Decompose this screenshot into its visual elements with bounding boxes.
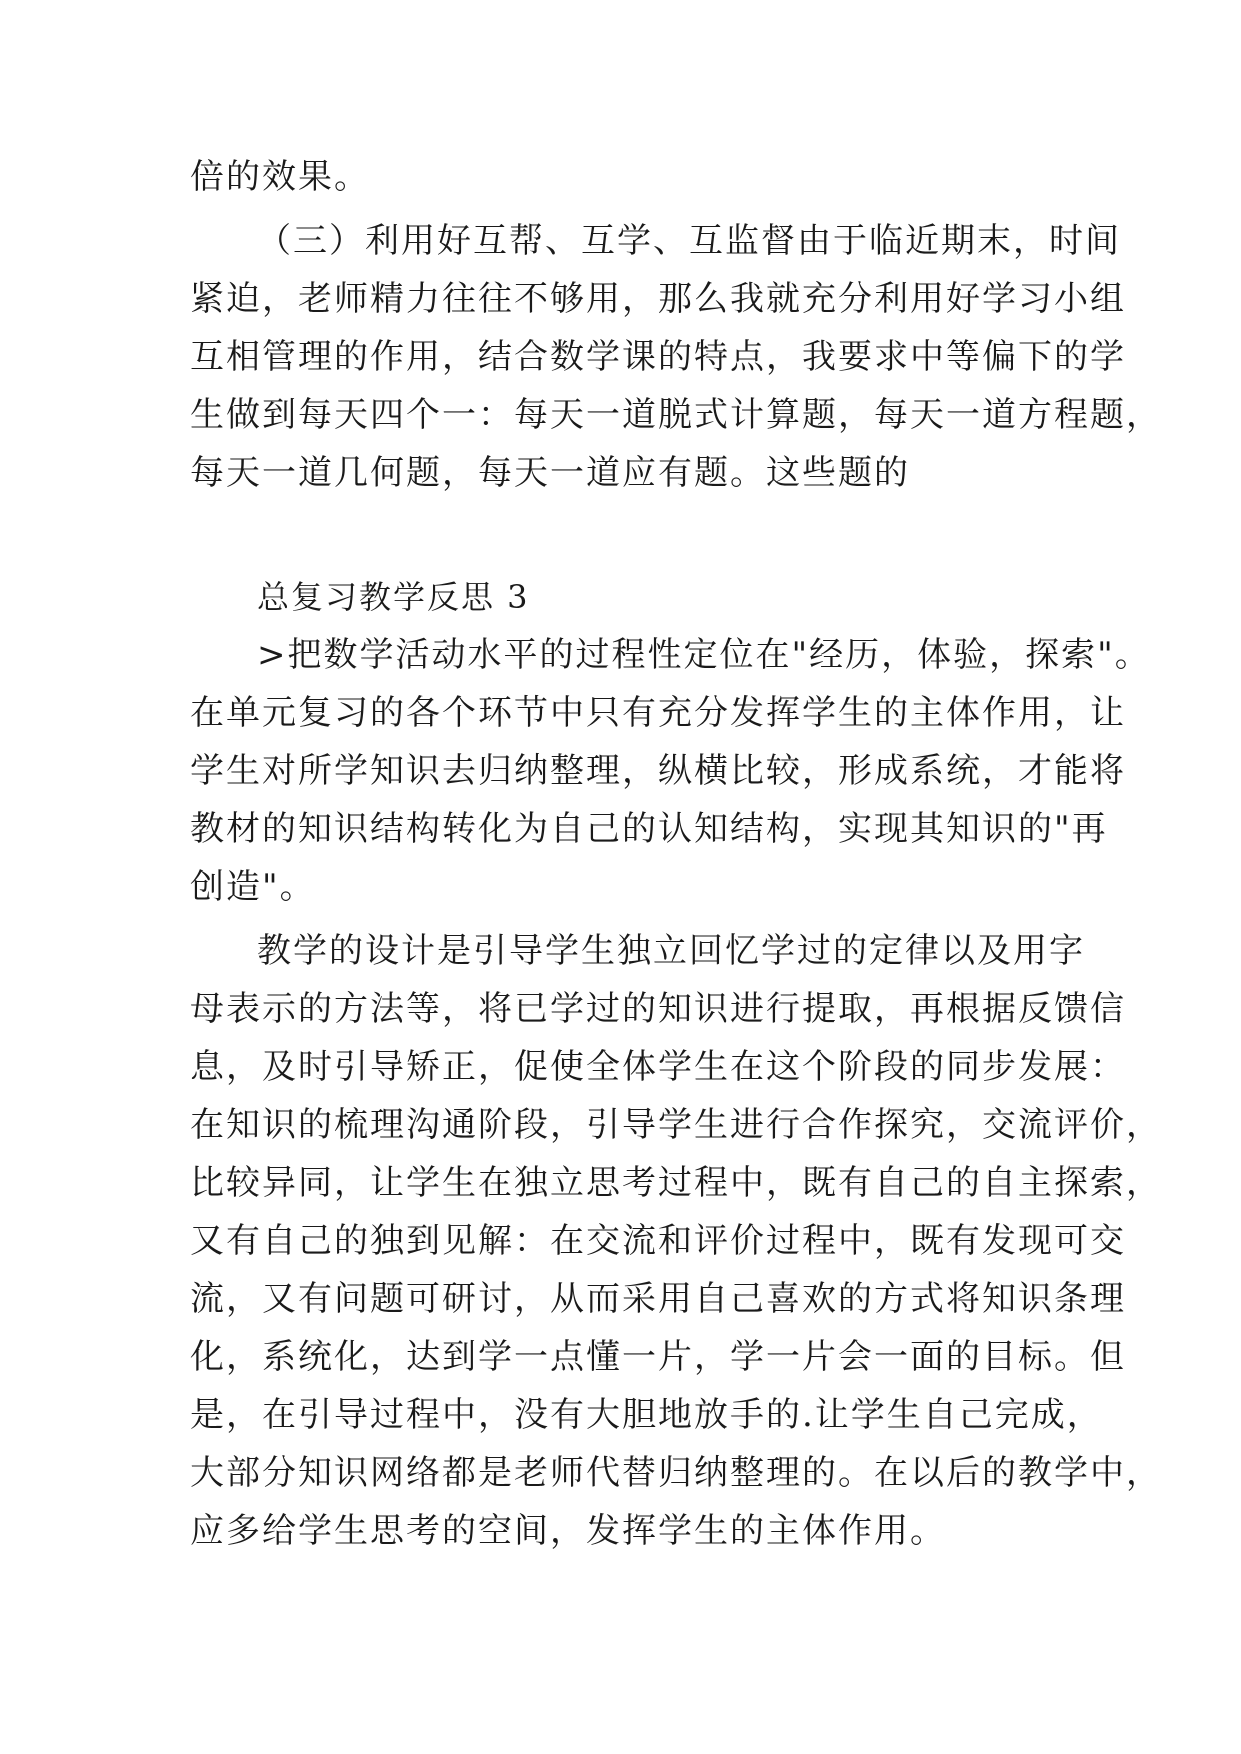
text-line: 应多给学生思考的空间，发挥学生的主体作用。 (190, 1511, 946, 1551)
paragraph-teaching-design (190, 922, 1162, 1560)
paragraph-continuation (190, 148, 1070, 206)
text-line: 紧迫，老师精力往往不够用，那么我就充分利用好学习小组 (190, 279, 1126, 319)
text-line: 教学的设计是引导学生独立回忆学过的定律以及用字 (257, 931, 1085, 971)
text-line: 在单元复习的各个环节中只有充分发挥学生的主体作用，让 (190, 693, 1126, 733)
paragraph-activity-level (190, 626, 1151, 916)
text-line: 学生对所学知识去归纳整理，纵横比较，形成系统，才能将 (190, 751, 1126, 791)
text-line: 互相管理的作用，结合数学课的特点，我要求中等偏下的学 (190, 337, 1126, 377)
text-line: 生做到每天四个一：每天一道脱式计算题，每天一道方程题， (190, 395, 1162, 435)
text-line: 是，在引导过程中，没有大胆地放手的.让学生自己完成， (190, 1395, 1103, 1435)
text-line: 又有自己的独到见解：在交流和评价过程中，既有发现可交 (190, 1221, 1126, 1261)
text-line: （三）利用好互帮、互学、互监督由于临近期末，时间 (257, 221, 1121, 261)
text-line: 息，及时引导矫正，促使全体学生在这个阶段的同步发展： (190, 1047, 1126, 1087)
text-line: 每天一道几何题，每天一道应有题。这些题的 (190, 453, 910, 493)
text-line: 教材的知识结构转化为自己的认知结构，实现其知识的"再 (190, 809, 1108, 849)
text-line: 化，系统化，达到学一点懂一片，学一片会一面的目标。但 (190, 1337, 1126, 1377)
text-line: 倍的效果。 (190, 157, 370, 197)
text-line: 母表示的方法等，将已学过的知识进行提取，再根据反馈信 (190, 989, 1126, 1029)
text-line: >把数学活动水平的过程性定位在"经历，体验，探索"。 (257, 635, 1151, 675)
paragraph-mutual-help (190, 212, 1162, 502)
text-line: 创造"。 (190, 867, 316, 907)
text-line: 流，又有问题可研讨，从而采用自己喜欢的方式将知识条理 (190, 1279, 1126, 1319)
text-line: 比较异同，让学生在独立思考过程中，既有自己的自主探索， (190, 1163, 1162, 1203)
section-title: 总复习教学反思 3 (257, 578, 530, 616)
text-line: 在知识的梳理沟通阶段，引导学生进行合作探究，交流评价， (190, 1105, 1162, 1145)
text-line: 大部分知识网络都是老师代替归纳整理的。在以后的教学中， (190, 1453, 1162, 1493)
document-page (190, 148, 1162, 1560)
